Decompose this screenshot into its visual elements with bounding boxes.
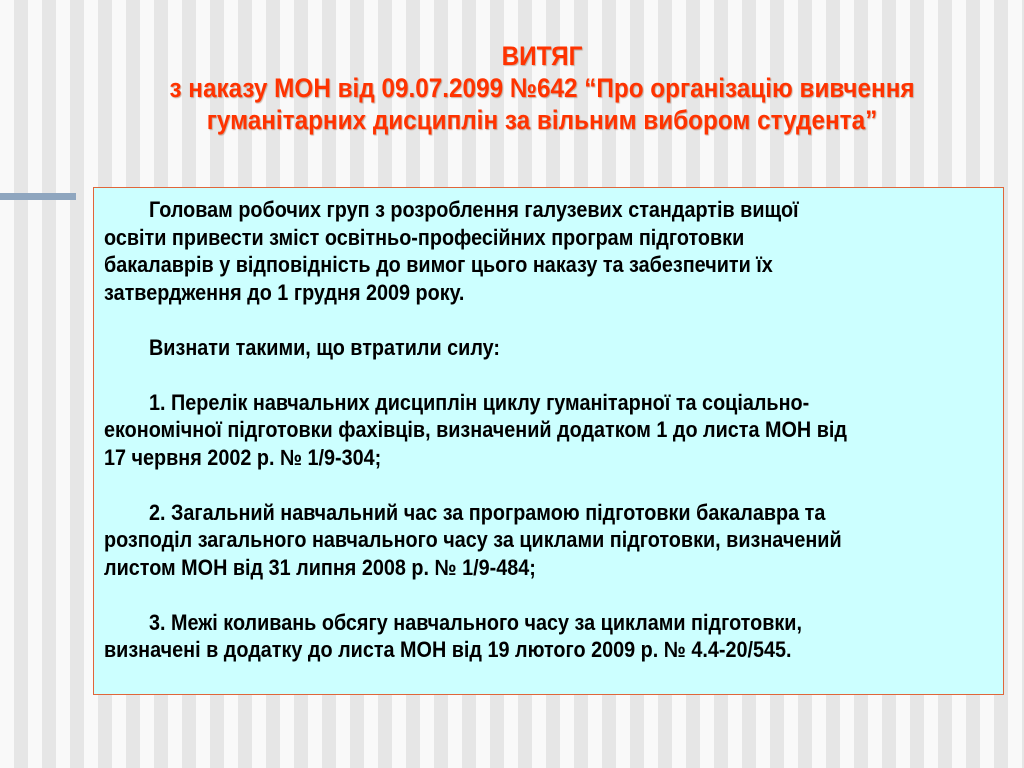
text-line: економічної підготовки фахівців, визначений додатком 1 до листа МОН від (104, 417, 847, 442)
text-line: 17 червня 2002 р. № 1/9-304; (104, 444, 382, 470)
paragraph-spacer (104, 306, 995, 334)
title-heading: ВИТЯГ (501, 41, 583, 71)
text-line: Визнати такими, що втратили силу: (149, 334, 500, 360)
text-line: 1. Перелік навчальних дисциплін циклу гуманітарної та соціально- (149, 389, 810, 415)
paragraph-spacer (104, 581, 995, 609)
text-line: листом МОН від 31 липня 2008 р. № 1/9-484; (104, 554, 536, 580)
text-line: визначені в додатку до листа МОН від 19 лютого 2009 р. № 4.4-20/545. (104, 637, 792, 662)
text-line: розподіл загального навчального часу за циклами підготовки, визначений (104, 527, 842, 552)
text-line: 2. Загальний навчальний час за програмою підготовки бакалавра та (149, 499, 826, 525)
list-item-3 (104, 609, 1004, 664)
list-item-2 (104, 499, 1004, 582)
text-line: Головам робочих груп з розроблення галузевих стандартів вищої (149, 197, 799, 222)
title-subtitle-line-2: гуманітарних дисциплін за вільним вибором студента” (206, 105, 878, 135)
title-subtitle-line-1: з наказу МОН від 09.07.2099 №642 “Про організацію вивчення (169, 73, 915, 103)
accent-bar (0, 193, 76, 200)
text-line: затвердження до 1 грудня 2009 року. (104, 279, 465, 305)
paragraph-spacer (104, 471, 995, 499)
text-line: бакалаврів у відповідність до вимог цього наказу та забезпечити їх (104, 252, 773, 277)
text-line: 3. Межі коливань обсягу навчального часу за циклами підготовки, (149, 609, 802, 635)
text-line: освіти привести зміст освітньо-професійних програм підготовки (104, 224, 745, 250)
paragraph-repealed-heading (104, 334, 1004, 362)
slide-title (60, 40, 1024, 136)
document-excerpt-box (93, 187, 1004, 695)
paragraph-spacer (104, 361, 995, 389)
paragraph-working-groups (104, 196, 1004, 306)
list-item-1 (104, 389, 1004, 472)
